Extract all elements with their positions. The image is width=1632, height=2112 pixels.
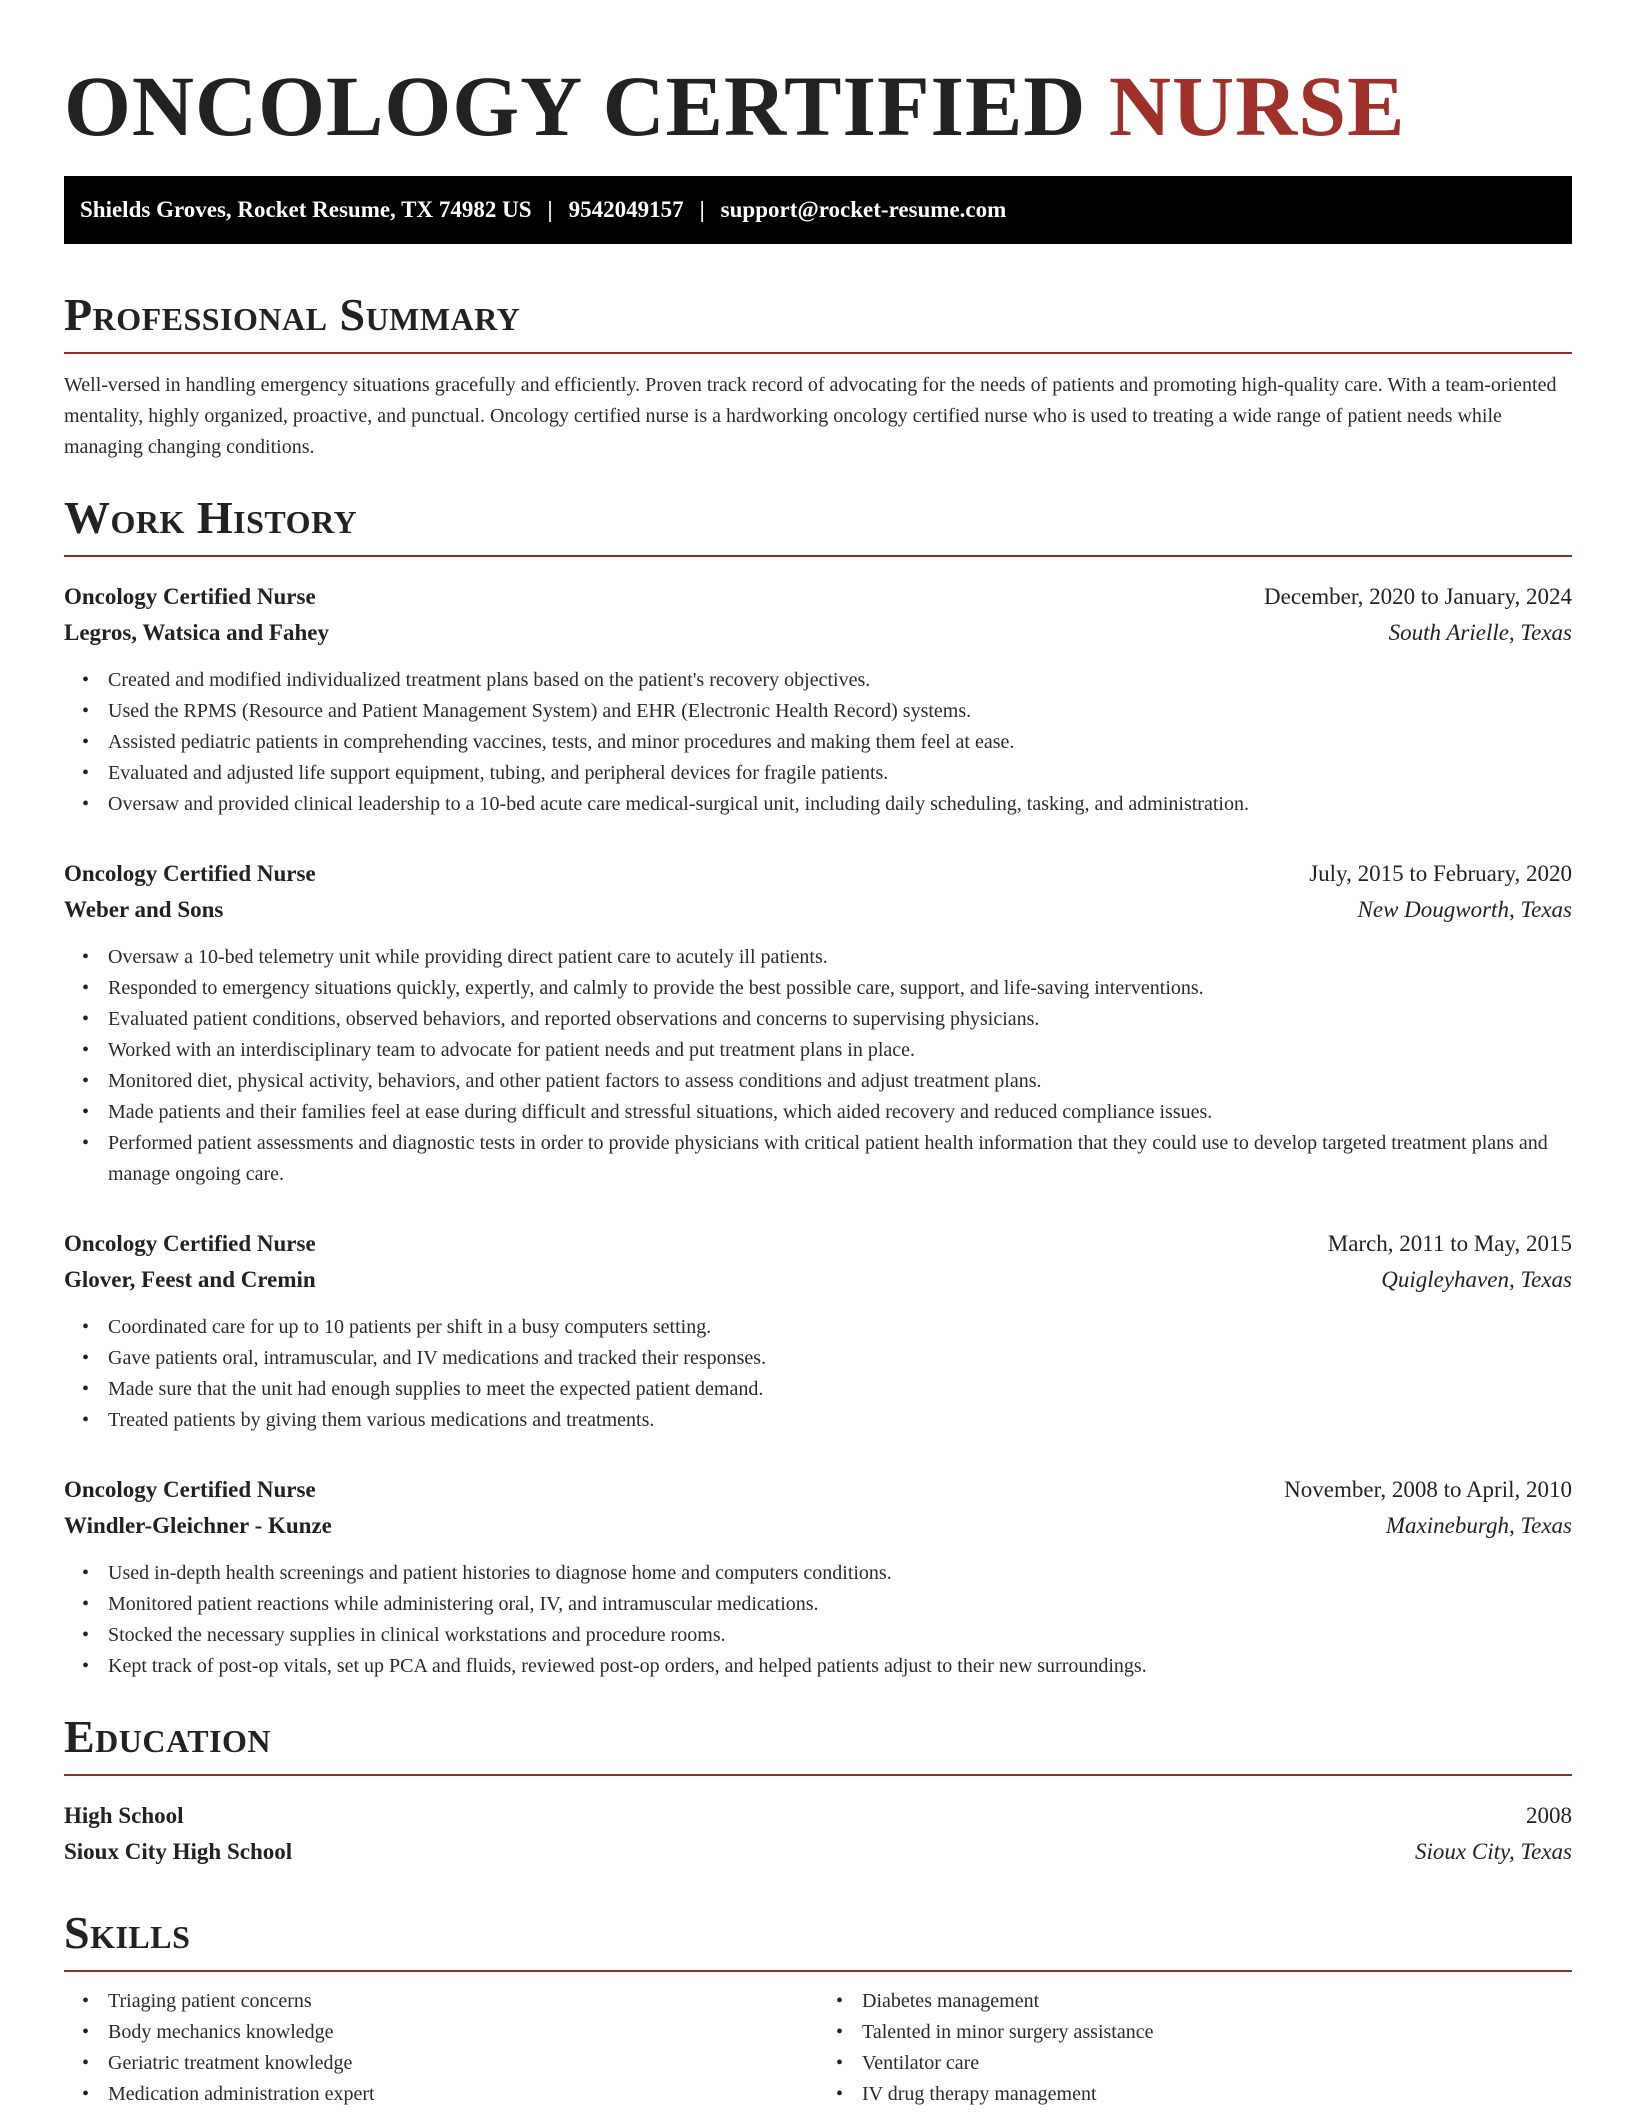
job-bullet: • Responded to emergency situations quickly, expertly, and calmly to provide the best possible care, support, and life-saving interventions. xyxy=(108,973,1572,1004)
job-title: Oncology Certified Nurse xyxy=(64,1231,316,1256)
title-main: ONCOLOGY CERTIFIED xyxy=(64,58,1109,154)
job-company-row xyxy=(64,1508,1572,1544)
job-company: Legros, Watsica and Fahey xyxy=(64,620,329,645)
job-bullet: • Created and modified individualized treatment plans based on the patient's recovery objectives. xyxy=(108,665,1572,696)
summary-heading: Professional Summary xyxy=(64,289,521,340)
resume-page xyxy=(64,56,1572,2110)
summary-section xyxy=(64,288,1572,463)
job-bullet: • Treated patients by giving them various medications and treatments. xyxy=(108,1405,1572,1436)
job-header-row xyxy=(64,579,1572,615)
work-history-heading: Work History xyxy=(64,492,358,543)
job-company-row xyxy=(64,1262,1572,1298)
section-divider xyxy=(64,352,1572,354)
job-bullet: • Oversaw and provided clinical leadership to a 10-bed acute care medical-surgical unit, including daily scheduling, tasking, and administration. xyxy=(108,789,1572,820)
job-bullet: • Evaluated patient conditions, observed behaviors, and reported observations and concerns to supervising physicians. xyxy=(108,1004,1572,1035)
education-row xyxy=(64,1798,1572,1834)
job-bullet: • Assisted pediatric patients in comprehending vaccines, tests, and minor procedures and making them feel at ease. xyxy=(108,727,1572,758)
job-bullet: • Evaluated and adjusted life support equipment, tubing, and peripheral devices for fragile patients. xyxy=(108,758,1572,789)
contact-bar xyxy=(64,176,1572,244)
job-location: New Dougworth, Texas xyxy=(1357,897,1572,922)
skill-item: • Body mechanics knowledge xyxy=(108,2017,818,2048)
job-header-row xyxy=(64,856,1572,892)
section-divider xyxy=(64,1970,1572,1972)
education-row xyxy=(64,1834,1572,1870)
job-title: Oncology Certified Nurse xyxy=(64,861,316,886)
job-dates: July, 2015 to February, 2020 xyxy=(1309,861,1572,886)
skill-item: • Talented in minor surgery assistance xyxy=(862,2017,1572,2048)
education-year: 2008 xyxy=(1526,1803,1572,1828)
skill-item: • Diabetes management xyxy=(862,1986,1572,2017)
job-bullet-list xyxy=(64,1558,1572,1682)
contact-phone: 9542049157 xyxy=(568,197,684,222)
skills-column-right xyxy=(818,1986,1572,2110)
job-header-row xyxy=(64,1472,1572,1508)
skill-item: • Ventilator care xyxy=(862,2048,1572,2079)
job-bullet: • Kept track of post-op vitals, set up PCA and fluids, reviewed post-op orders, and helped patients adjust to their new surroundings. xyxy=(108,1651,1572,1682)
job-dates: March, 2011 to May, 2015 xyxy=(1327,1231,1572,1256)
job-bullet-list xyxy=(64,1312,1572,1436)
summary-text: Well-versed in handling emergency situations gracefully and efficiently. Proven track record of advocating for the needs of patients and promoting high-quality care. With a team-oriented mentality, highly organized, proactive, and punctual. Oncology certified nurse is a hardworking oncology certified nurse who is used to treating a wide range of patient needs while managing changing conditions. xyxy=(64,374,1557,458)
job-bullet: • Made sure that the unit had enough supplies to meet the expected patient demand. xyxy=(108,1374,1572,1405)
job-company-row xyxy=(64,615,1572,651)
section-divider xyxy=(64,555,1572,557)
job-title: Oncology Certified Nurse xyxy=(64,1477,316,1502)
job-bullet: • Oversaw a 10-bed telemetry unit while providing direct patient care to acutely ill patients. xyxy=(108,942,1572,973)
contact-email: support@rocket-resume.com xyxy=(720,197,1007,222)
job-bullet-list xyxy=(64,665,1572,820)
section-divider xyxy=(64,1774,1572,1776)
job-entry xyxy=(64,1226,1572,1436)
skill-item: • Medication administration expert xyxy=(108,2079,818,2110)
job-company-row xyxy=(64,892,1572,928)
education-section xyxy=(64,1710,1572,1870)
contact-separator: | xyxy=(547,197,553,222)
job-location: Quigleyhaven, Texas xyxy=(1381,1267,1572,1292)
skill-item: • Triaging patient concerns xyxy=(108,1986,818,2017)
resume-title xyxy=(64,56,1572,156)
work-history-section xyxy=(64,491,1572,1682)
job-dates: December, 2020 to January, 2024 xyxy=(1264,584,1572,609)
skills-grid xyxy=(64,1986,1572,2110)
education-school: Sioux City High School xyxy=(64,1839,293,1864)
education-location: Sioux City, Texas xyxy=(1415,1839,1572,1864)
job-company: Weber and Sons xyxy=(64,897,224,922)
education-entry xyxy=(64,1798,1572,1870)
job-company: Windler-Gleichner - Kunze xyxy=(64,1513,332,1538)
skills-column-left xyxy=(64,1986,818,2110)
job-location: Maxineburgh, Texas xyxy=(1385,1513,1572,1538)
job-title: Oncology Certified Nurse xyxy=(64,584,316,609)
job-entry xyxy=(64,579,1572,820)
job-bullet: • Made patients and their families feel at ease during difficult and stressful situations, which aided recovery and reduced compliance issues. xyxy=(108,1097,1572,1128)
skills-heading: Skills xyxy=(64,1907,191,1958)
job-entry xyxy=(64,1472,1572,1682)
job-bullet: • Used in-depth health screenings and patient histories to diagnose home and computers conditions. xyxy=(108,1558,1572,1589)
contact-separator: | xyxy=(699,197,705,222)
contact-address: Shields Groves, Rocket Resume, TX 74982 US xyxy=(80,197,532,222)
education-degree: High School xyxy=(64,1803,184,1828)
job-bullet: • Gave patients oral, intramuscular, and IV medications and tracked their responses. xyxy=(108,1343,1572,1374)
skill-item: • Geriatric treatment knowledge xyxy=(108,2048,818,2079)
job-bullet: • Used the RPMS (Resource and Patient Management System) and EHR (Electronic Health Record) systems. xyxy=(108,696,1572,727)
job-bullet: • Monitored patient reactions while administering oral, IV, and intramuscular medications. xyxy=(108,1589,1572,1620)
job-entry xyxy=(64,856,1572,1190)
job-company: Glover, Feest and Cremin xyxy=(64,1267,316,1292)
education-heading: Education xyxy=(64,1711,272,1762)
skill-item: • IV drug therapy management xyxy=(862,2079,1572,2110)
job-location: South Arielle, Texas xyxy=(1388,620,1572,645)
job-bullet-list xyxy=(64,942,1572,1190)
job-header-row xyxy=(64,1226,1572,1262)
job-bullet: • Worked with an interdisciplinary team to advocate for patient needs and put treatment plans in place. xyxy=(108,1035,1572,1066)
job-list xyxy=(64,579,1572,1682)
skills-section xyxy=(64,1906,1572,2110)
job-bullet: • Coordinated care for up to 10 patients per shift in a busy computers setting. xyxy=(108,1312,1572,1343)
job-bullet: • Stocked the necessary supplies in clinical workstations and procedure rooms. xyxy=(108,1620,1572,1651)
title-accent: NURSE xyxy=(1108,58,1406,154)
job-dates: November, 2008 to April, 2010 xyxy=(1284,1477,1572,1502)
job-bullet: • Performed patient assessments and diagnostic tests in order to provide physicians with critical patient health information that they could use to develop targeted treatment plans and manage ongoing care. xyxy=(108,1128,1572,1190)
job-bullet: • Monitored diet, physical activity, behaviors, and other patient factors to assess conditions and adjust treatment plans. xyxy=(108,1066,1572,1097)
